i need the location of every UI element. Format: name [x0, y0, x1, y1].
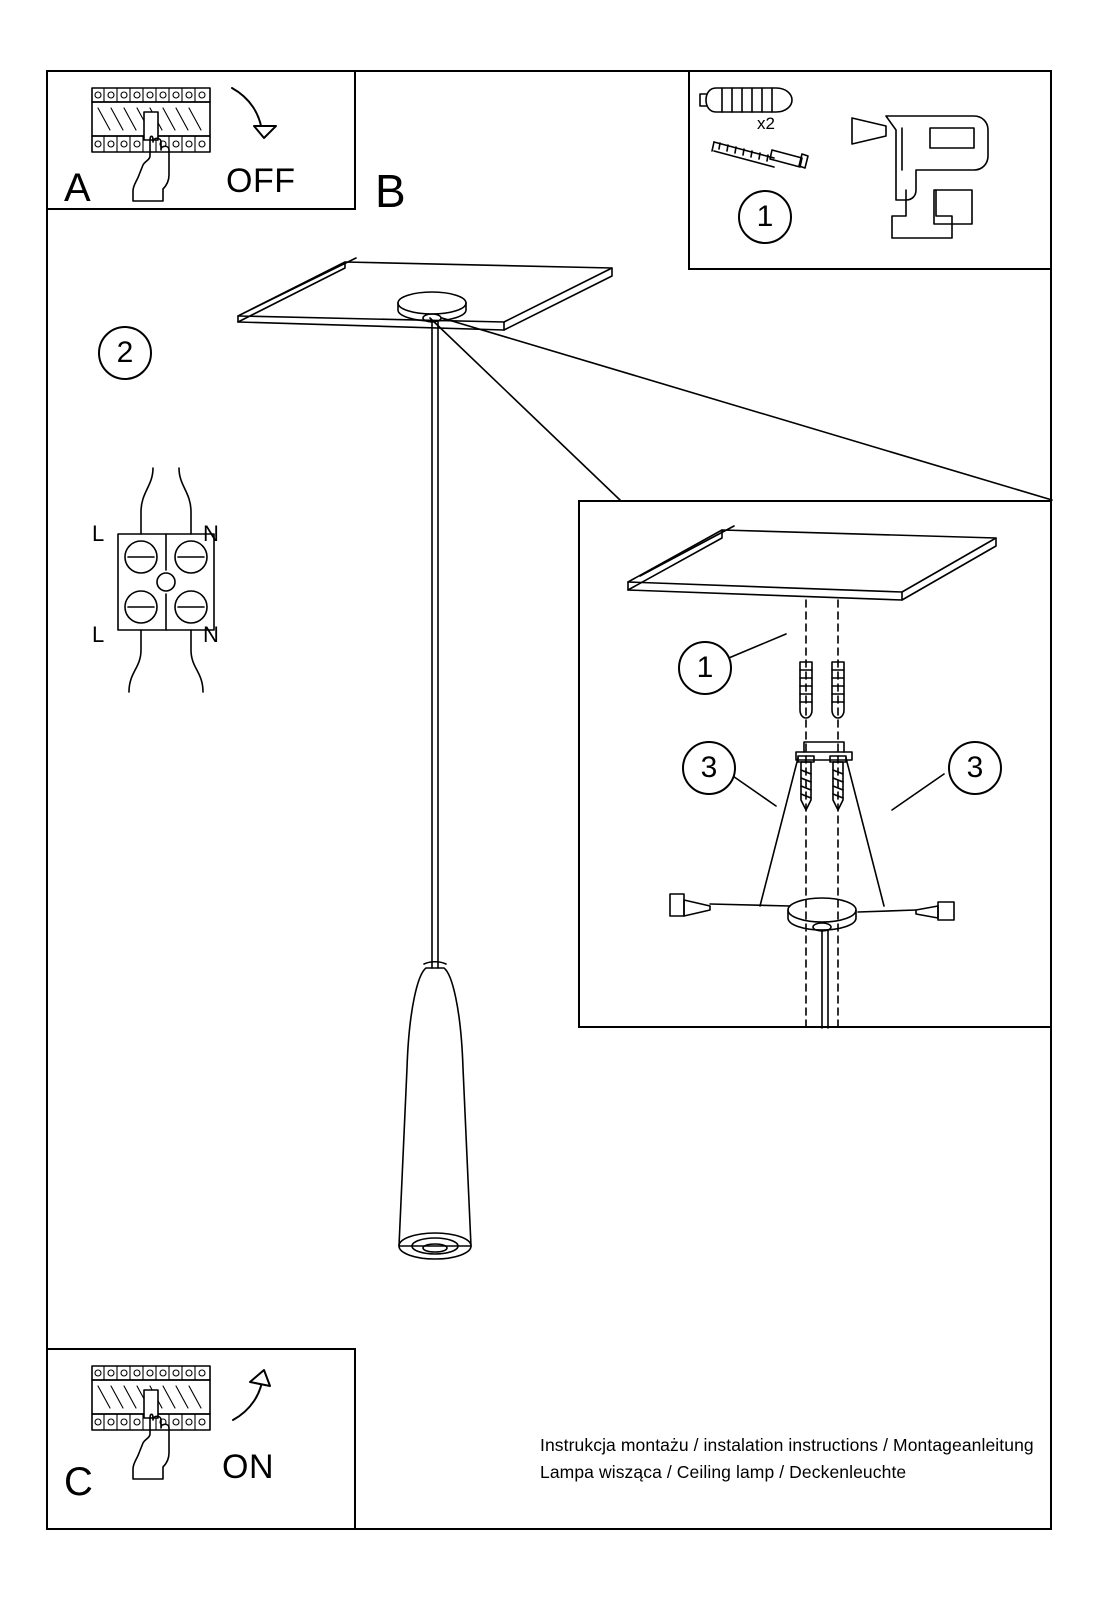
footer-captions [540, 1432, 1034, 1486]
power-off-label: OFF [226, 162, 296, 200]
step-number-2: 2 [98, 326, 152, 380]
terminal-label-N-top: N [203, 521, 219, 546]
step-number-1-detail: 1 [678, 641, 732, 695]
step-number-3-left: 3 [682, 741, 736, 795]
wall-plug-quantity-label: x2 [757, 114, 775, 133]
panel-a-frame [46, 70, 356, 210]
panel-b-letter: B [375, 165, 406, 217]
panel-c-letter: C [64, 1460, 93, 1504]
caption-line-2: Lampa wisząca / Ceiling lamp / Deckenleuchte [540, 1462, 907, 1483]
caption-line-1: Instrukcja montażu / instalation instructions / Montageanleitung [540, 1435, 1034, 1455]
terminal-label-L-bottom: L [92, 622, 105, 647]
step-number-1: 1 [738, 190, 792, 244]
panel-a-letter: A [64, 166, 91, 210]
step-number-3-right: 3 [948, 741, 1002, 795]
panel-step1-frame [688, 70, 1052, 270]
terminal-label-L-top: L [92, 521, 105, 546]
terminal-label-N-bottom: N [203, 622, 219, 647]
power-on-label: ON [222, 1448, 274, 1486]
